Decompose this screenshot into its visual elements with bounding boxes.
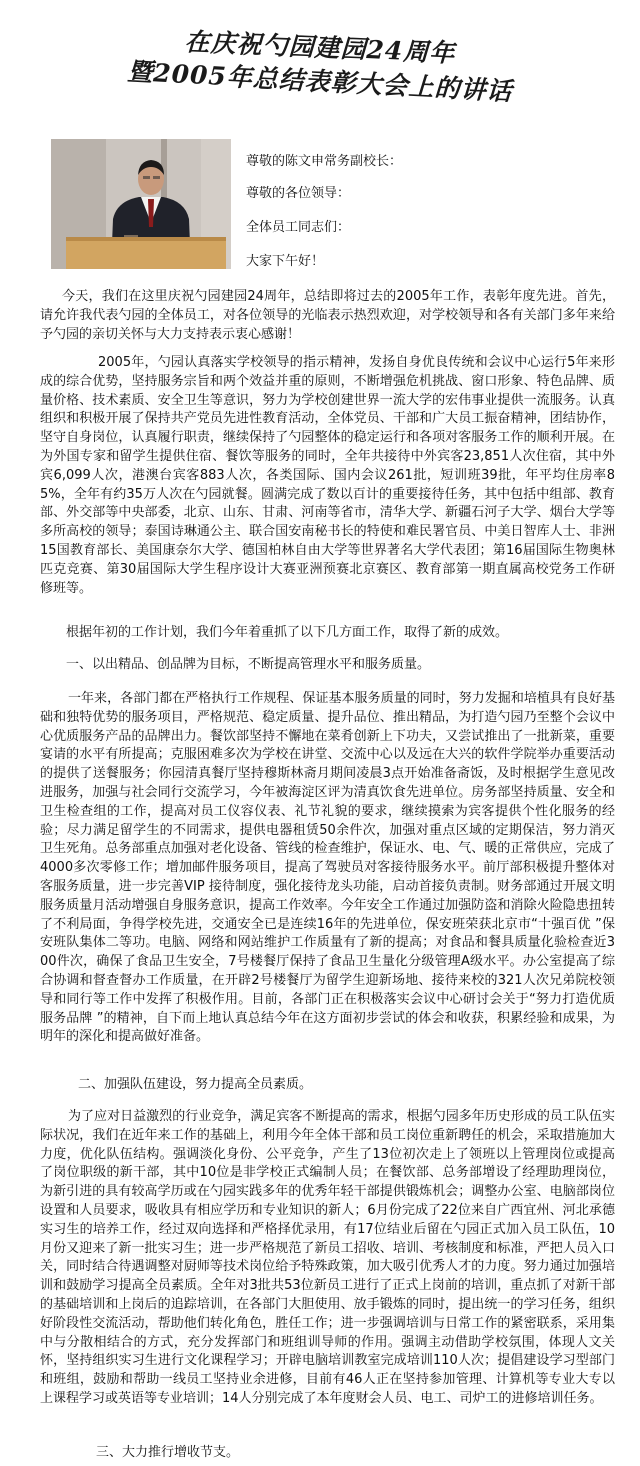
section-heading-3: 三、大力推行增收节支。 [96,1445,240,1460]
plan-paragraph: 根据年初的工作计划，我们今年着重抓了以下几方面工作，取得了新的成效。 [66,625,509,640]
section-2-paragraph: 为了应对日益激烈的行业竞争，满足宾客不断提高的需求，根据勺园多年历史形成的员工队伍实际状况，我们在近年来工作的基础上，利用今年全体干部和员工岗位重新聘任的机会，采取措施加大力度，优化队伍结构。强调淡化身份、公平竞争，产生了13位初次走上了领班以上管理岗位或提高了岗位职级的新干部，其中10位是非学校正式编制人员；在餐饮部、总务部增设了经理助理岗位，为新引进的具有较高学历或在勺园实践多年的优秀年轻干部提供锻炼机会；调整办公室、电脑部岗位设置和人员要求，吸收具有相应学历和专业知识的新人；6月份完成了22位来自广西宜州、河北承德实习生的培养工作，经过双向选择和严格择优录用，有17位结业后留在勺园正式加入员工队伍，10月份又迎来了新一批实习生；进一步严格规范了新员工招收、培训、考核制度和标准，严把人员入口关，同时结合待遇调整对厨师等技术岗位给予特殊政策，加大吸引优秀人才的力度。努力通过加强培训和鼓励学习提高全员素质。全年对3批共53位新员工进行了正式上岗前的培训，重点抓了对新干部的基础培训和上岗后的追踪培训，在各部门大胆使用、放手锻炼的同时，提出统一的学习任务，组织好阶段性交流活动，帮助他们转化角色，胜任工作；进一步强调培训与日常工作的紧密联系，采用集中与分散相结合的方式，充分发挥部门和班组训导师的作用。强调主动借助学校氛围，体现人文关怀，坚持组织实习生进行文化课程学习；开辟电脑培训教室完成培训110人次；提倡建设学习型部门和班组，鼓励和帮助一线员工坚持业余进修，目前有46人正在坚持参加管理、计算机等专业大专以上课程学习或英语等专业培训；14人分别完成了本年度财会人员、电工、司炉工的进修培训任务。 [40,1109,615,1406]
intro-paragraph: 今天，我们在这里庆祝勺园建园24周年，总结即将过去的2005年工作，表彰年度先进。首先，请允许我代表勺园的全体员工，对各位领导的光临表示热烈欢迎，对学校领导和各有关部门多年来给予勺园的亲切关怀与大力支持表示衷心感谢！ [40,289,615,342]
section-heading-2: 二、加强队伍建设，努力提高全员素质。 [78,1077,313,1092]
speech-title-line1: 在庆祝勺园建园24周年 [184,27,456,68]
greeting-vice-president: 尊敬的陈文申常务副校长： [246,154,403,169]
greeting-afternoon: 大家下午好！ [246,254,325,269]
speech-title-line2: 暨2005年总结表彰大会上的讲话 [126,56,514,107]
greeting-staff: 全体员工同志们： [246,220,351,235]
greeting-leaders: 尊敬的各位领导： [246,186,351,201]
summary-paragraph: 2005年，勺园认真落实学校领导的指示精神，发扬自身优良传统和会议中心运行5年来形成的综合优势，坚持服务宗旨和两个效益并重的原则，不断增强危机挑战、窗口形象、特色品牌、质量价格、技术素质、安全卫生等意识，努力为学校创建世界一流大学的宏伟事业提供一流服务。认真组织和积极开展了保持共产党员先进性教育活动，全体党员、干部和广大员工振奋精神，团结协作，坚守自身岗位，认真履行职责，继续保持了勺园整体的稳定运行和各项对客服务工作的顺利开展。在为外国专家和留学生提供住宿、餐饮等服务的同时，全年共接待中外宾客23,851人次住宿，其中外宾6,099人次，港澳台宾客883人次，各类国际、国内会议261批，短训班39批，年平均住房率85%，全年有约35万人次在勺园就餐。圆满完成了数以百计的重要接待任务，其中包括中组部、教育部、外交部等中央部委，北京、山东、甘肃、河南等省市，清华大学、新疆石河子大学、烟台大学等多所高校的领导；泰国诗琳通公主、联合国安南秘书长的特使和难民署官员、中美日智库人士、非洲15国教育部长、美国康奈尔大学、德国柏林自由大学等世界著名大学代表团；第16届国际生物奥林匹克竞赛、第30届国际大学生程序设计大赛亚洲预赛北京赛区、教育部第一期直属高校党务工作研修班等。 [40,355,615,596]
speaker-photo [51,139,231,269]
section-1-paragraph: 一年来，各部门都在严格执行工作规程、保证基本服务质量的同时，努力发掘和培植具有良好基础和独特优势的服务项目，严格规范、稳定质量、提升品位、推出精品，为打造勺园乃至整个会议中心优质服务产品的品牌出力。餐饮部坚持不懈地在菜肴创新上下功夫，又尝试推出了一批新菜，重要宴请的水平有所提高；克服困难多次为学校在讲堂、交流中心以及远在大兴的软件学院举办重要活动的提供了送餐服务；你园清真餐厅坚持穆斯林斋月期间凌晨3点开始准备斋饭，及时根据学生意见改进服务，加强与社会同行交流学习，今年被海淀区评为清真饮食先进单位。房务部坚持质量、安全和卫生检查组的工作，提高对员工仪容仪表、礼节礼貌的要求，继续摸索为宾客提供个性化服务的经验；尽力满足留学生的不同需求，提供电器租赁50余件次，加强对重点区域的定期保洁，努力消灭卫生死角。总务部重点加强对老化设备、管线的检查维护，保证水、电、气、暖的正常供应，完成了4000多次零修工作；增加邮件服务项目，提高了驾驶员对客接待服务水平。前厅部积极提升整体对客服务质量，进一步完善VIP 接待制度，强化接待龙头功能，启动首接负责制。财务部通过开展文明服务质量月活动增强自身服务意识，提高工作效率。今年安全工作通过加强防盗和消除火险隐患扭转了不利局面，争得学校先进，交通安全已是连续16年的先进单位，保安班荣获北京市“十强百优 ”保安班队集体二等功。电脑、网络和网站维护工作质量有了新的提高；对食品和餐具质量化验检查近300件次，确保了食品卫生安全，7号楼餐厅保持了食品卫生量化分级管理A级水平。办公室提高了综合协调和督查督办工作质量，在开辟2号楼餐厅为留学生迎新场地、接待来校的321人次兄弟院校领导和同行等工作中发挥了积极作用。目前，各部门正在积极落实会议中心研讨会关于“努力打造优质服务品牌 ”的精神，自下而上地认真总结今年在这方面初步尝试的体会和收获，积累经验和成果，为明年的深化和提高做好准备。 [40,691,615,1045]
section-heading-1: 一、以出精品、创品牌为目标，不断提高管理水平和服务质量。 [66,657,431,672]
